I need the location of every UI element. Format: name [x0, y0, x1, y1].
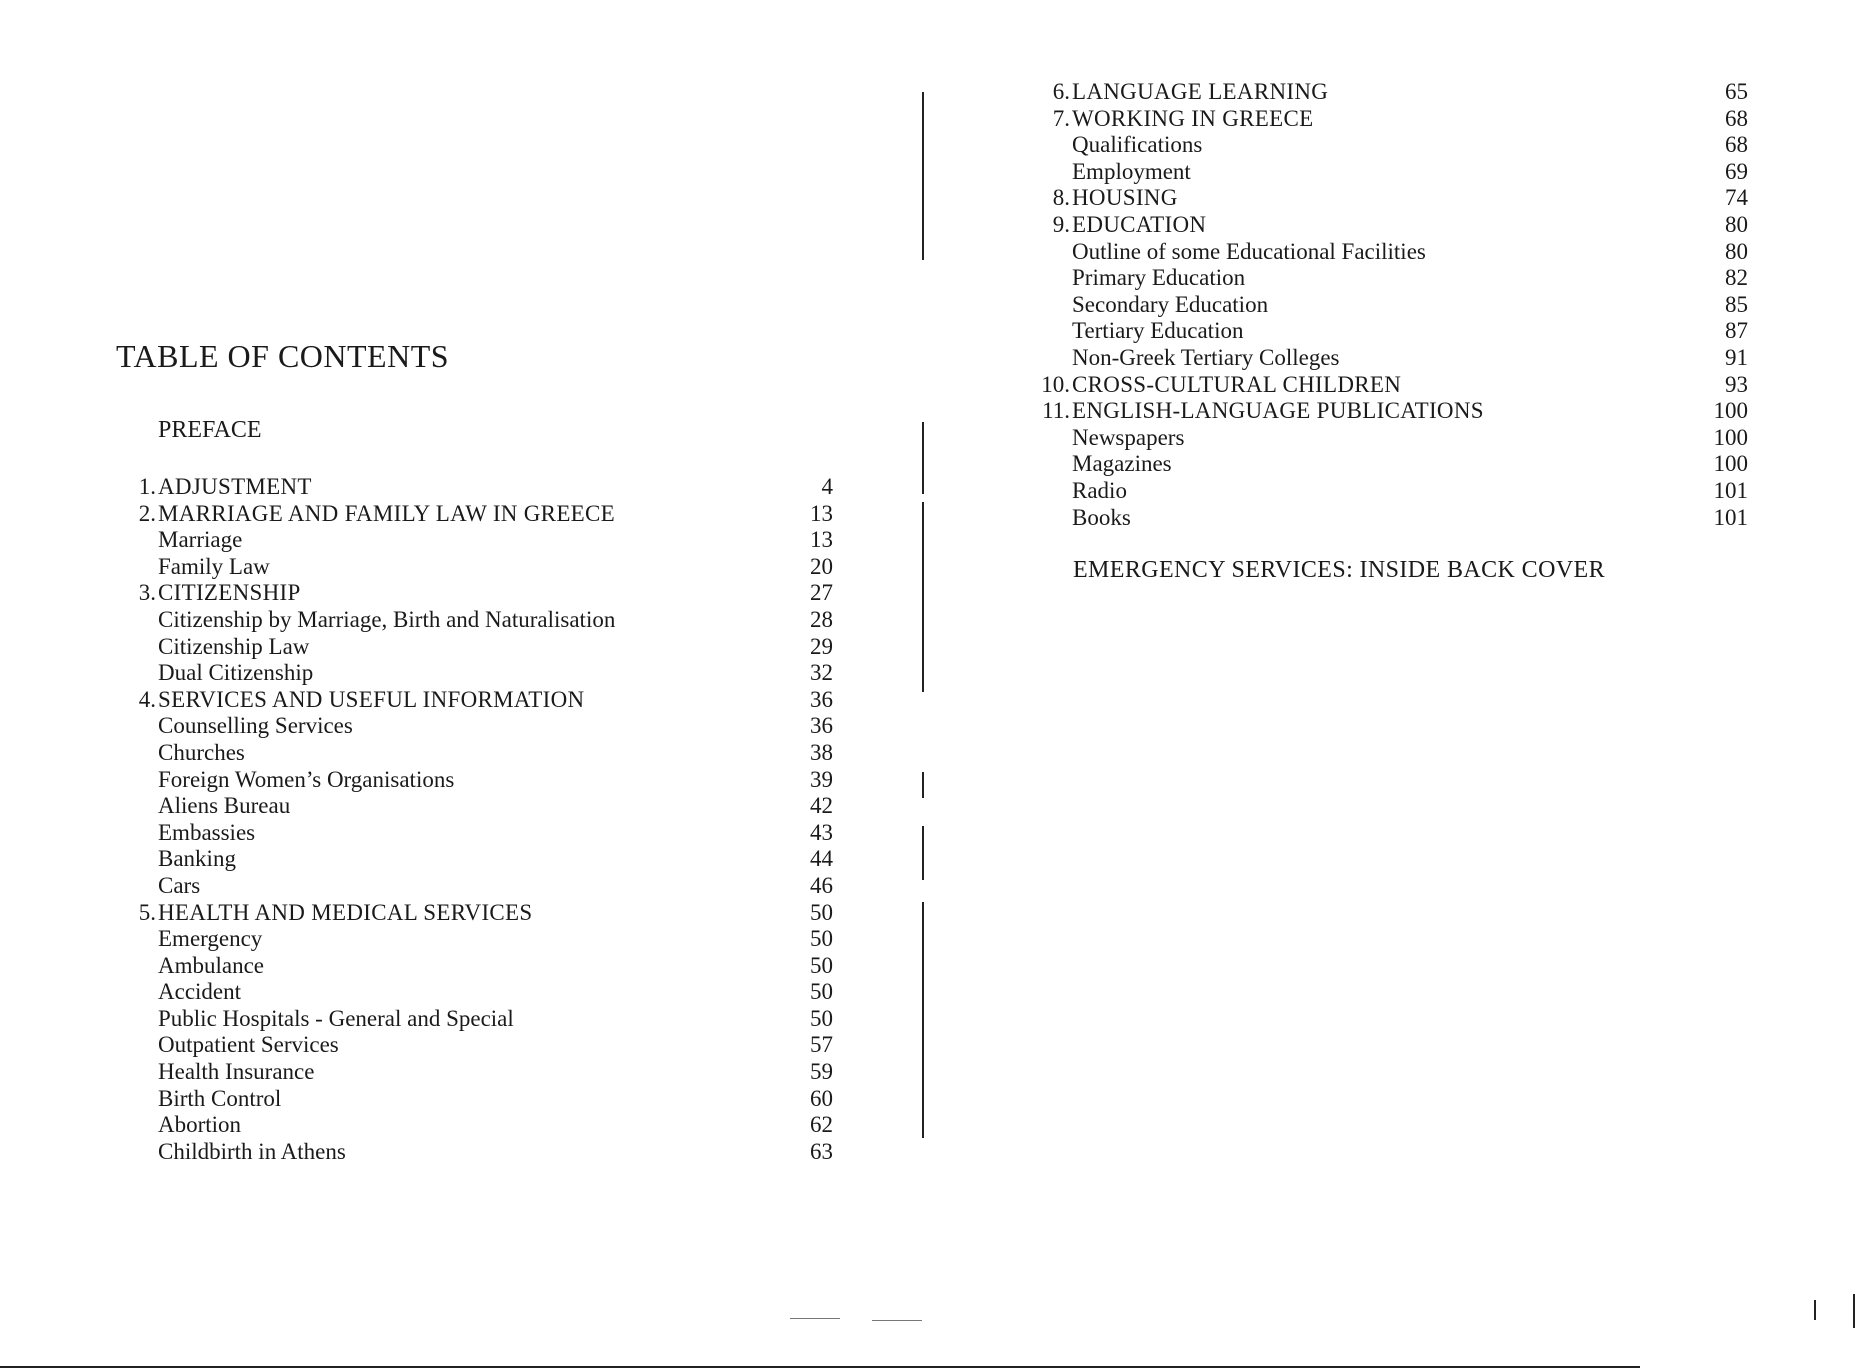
toc-section-entry	[116, 820, 833, 847]
gutter-mark	[922, 422, 924, 494]
toc-section-entry	[116, 1139, 833, 1166]
toc-section-entry	[116, 1032, 833, 1059]
toc-entry-label: Citizenship by Marriage, Birth and Naturalisation	[158, 606, 616, 632]
toc-entry-label: CITIZENSHIP	[158, 580, 301, 606]
toc-section-entry	[116, 554, 833, 581]
toc-section-entry	[1030, 265, 1748, 292]
toc-entry-page-number: 42	[810, 793, 833, 819]
toc-section-entry	[116, 607, 833, 634]
toc-entry-page-number: 93	[1725, 371, 1748, 397]
toc-entry-page-number: 68	[1725, 132, 1748, 158]
toc-entry-page-number: 13	[810, 527, 833, 553]
toc-entry-label: Childbirth in Athens	[158, 1138, 346, 1164]
toc-entry-number: 3.	[138, 580, 156, 606]
toc-entry-page-number: 36	[810, 713, 833, 739]
toc-entry-page-number: 50	[810, 952, 833, 978]
gutter-mark	[922, 826, 924, 880]
toc-entry-page-number: 44	[810, 846, 833, 872]
toc-entry-number: 9.	[1052, 211, 1070, 237]
toc-entry-page-number: 50	[810, 1005, 833, 1031]
toc-entry-label: Non-Greek Tertiary Colleges	[1072, 344, 1340, 370]
page-title: TABLE OF CONTENTS	[116, 338, 450, 374]
toc-entry-label: Foreign Women’s Organisations	[158, 766, 455, 792]
toc-entry-label: Churches	[158, 739, 245, 765]
toc-entry-label: Health Insurance	[158, 1059, 315, 1085]
gutter-mark	[1853, 1294, 1855, 1328]
toc-entry-number: 7.	[1052, 105, 1070, 131]
toc-entry-page-number: 28	[810, 606, 833, 632]
toc-entry-label: WORKING IN GREECE	[1072, 105, 1314, 131]
toc-entry-label: MARRIAGE AND FAMILY LAW IN GREECE	[158, 500, 616, 526]
toc-entry-label: CROSS-CULTURAL CHILDREN	[1072, 371, 1402, 397]
gutter-mark	[922, 772, 924, 798]
toc-section-entry	[1030, 425, 1748, 452]
preface-entry: PREFACE	[158, 417, 262, 443]
toc-list-left	[116, 474, 833, 1165]
toc-section-entry	[116, 660, 833, 687]
toc-entry-label: Public Hospitals - General and Special	[158, 1005, 514, 1031]
toc-section-entry	[1030, 132, 1748, 159]
toc-entry-label: Citizenship Law	[158, 633, 310, 659]
toc-entry-page-number: 39	[810, 766, 833, 792]
toc-entry-label: Counselling Services	[158, 713, 353, 739]
toc-section-entry	[1030, 239, 1748, 266]
toc-entry-label: ENGLISH-LANGUAGE PUBLICATIONS	[1072, 398, 1484, 424]
toc-entry-label: Dual Citizenship	[158, 660, 314, 686]
toc-entry-number: 6.	[1052, 79, 1070, 104]
emergency-services-note: EMERGENCY SERVICES: INSIDE BACK COVER	[1073, 557, 1606, 583]
toc-entry-page-number: 62	[810, 1112, 833, 1138]
toc-section-entry	[116, 1006, 833, 1033]
toc-entry-page-number: 50	[810, 899, 833, 925]
toc-section-entry	[116, 1112, 833, 1139]
toc-entry-label: Tertiary Education	[1072, 318, 1244, 344]
toc-entry-label: EDUCATION	[1072, 211, 1207, 237]
toc-entry-label: Magazines	[1072, 451, 1172, 477]
toc-section-entry	[116, 1059, 833, 1086]
toc-section-entry	[116, 979, 833, 1006]
toc-entry-page-number: 32	[810, 660, 833, 686]
toc-chapter-entry	[1030, 79, 1748, 106]
toc-section-entry	[1030, 159, 1748, 186]
toc-entry-page-number: 4	[821, 474, 833, 499]
scan-speck	[790, 1318, 840, 1319]
toc-entry-label: Family Law	[158, 553, 270, 579]
toc-entry-page-number: 82	[1725, 265, 1748, 291]
toc-entry-label: Employment	[1072, 158, 1191, 184]
toc-entry-label: Outline of some Educational Facilities	[1072, 238, 1426, 264]
toc-entry-label: Qualifications	[1072, 132, 1203, 158]
toc-section-entry	[116, 846, 833, 873]
toc-entry-page-number: 100	[1713, 451, 1748, 477]
toc-entry-label: Books	[1072, 504, 1131, 530]
toc-entry-page-number: 101	[1713, 504, 1748, 530]
toc-chapter-entry	[116, 900, 833, 927]
toc-entry-page-number: 50	[810, 979, 833, 1005]
toc-entry-page-number: 20	[810, 553, 833, 579]
toc-list-right	[1030, 79, 1748, 531]
toc-chapter-entry	[1030, 398, 1748, 425]
toc-entry-label: Newspapers	[1072, 424, 1185, 450]
toc-section-entry	[1030, 451, 1748, 478]
toc-entry-label: Emergency	[158, 926, 263, 952]
toc-entry-label: Abortion	[158, 1112, 242, 1138]
gutter-mark	[922, 902, 924, 1138]
toc-entry-page-number: 63	[810, 1138, 833, 1164]
toc-entry-page-number: 27	[810, 580, 833, 606]
toc-entry-page-number: 100	[1713, 398, 1748, 424]
toc-entry-page-number: 36	[810, 686, 833, 712]
toc-entry-page-number: 13	[810, 500, 833, 526]
toc-chapter-entry	[116, 474, 833, 501]
toc-entry-number: 8.	[1052, 185, 1070, 211]
toc-section-entry	[1030, 318, 1748, 345]
toc-entry-page-number: 60	[810, 1085, 833, 1111]
toc-entry-label: Birth Control	[158, 1085, 282, 1111]
toc-entry-page-number: 74	[1725, 185, 1748, 211]
toc-entry-label: Aliens Bureau	[158, 793, 291, 819]
toc-chapter-entry	[116, 580, 833, 607]
toc-entry-label: ADJUSTMENT	[158, 474, 312, 499]
gutter-mark	[922, 92, 924, 260]
toc-entry-label: Secondary Education	[1072, 291, 1269, 317]
toc-section-entry	[116, 767, 833, 794]
toc-entry-page-number: 50	[810, 926, 833, 952]
toc-entry-page-number: 43	[810, 819, 833, 845]
toc-entry-page-number: 65	[1725, 79, 1748, 104]
toc-entry-page-number: 91	[1725, 344, 1748, 370]
toc-entry-page-number: 87	[1725, 318, 1748, 344]
toc-entry-number: 1.	[138, 474, 156, 499]
toc-section-entry	[116, 527, 833, 554]
toc-entry-label: Banking	[158, 846, 236, 872]
toc-entry-label: Ambulance	[158, 952, 265, 978]
toc-chapter-entry	[116, 501, 833, 528]
toc-entry-number: 2.	[138, 500, 156, 526]
toc-entry-page-number: 68	[1725, 105, 1748, 131]
toc-section-entry	[116, 1086, 833, 1113]
toc-entry-label: Primary Education	[1072, 265, 1246, 291]
toc-entry-page-number: 80	[1725, 238, 1748, 264]
toc-section-entry	[1030, 505, 1748, 532]
toc-entry-page-number: 46	[810, 872, 833, 898]
toc-entry-label: Cars	[158, 872, 201, 898]
toc-entry-page-number: 57	[810, 1032, 833, 1058]
toc-entry-label: HEALTH AND MEDICAL SERVICES	[158, 899, 533, 925]
toc-entry-page-number: 100	[1713, 424, 1748, 450]
toc-section-entry	[1030, 478, 1748, 505]
toc-chapter-entry	[1030, 106, 1748, 133]
toc-section-entry	[116, 713, 833, 740]
gutter-mark	[922, 502, 924, 692]
toc-entry-page-number: 85	[1725, 291, 1748, 317]
toc-section-entry	[116, 634, 833, 661]
toc-entry-label: LANGUAGE LEARNING	[1072, 79, 1329, 104]
toc-chapter-entry	[1030, 372, 1748, 399]
toc-entry-label: Outpatient Services	[158, 1032, 339, 1058]
toc-entry-label: Embassies	[158, 819, 256, 845]
gutter-mark	[1814, 1300, 1816, 1320]
toc-section-entry	[116, 926, 833, 953]
scan-speck	[872, 1320, 922, 1321]
toc-section-entry	[116, 740, 833, 767]
toc-entry-label: SERVICES AND USEFUL INFORMATION	[158, 686, 585, 712]
toc-section-entry	[1030, 345, 1748, 372]
toc-entry-page-number: 38	[810, 739, 833, 765]
toc-entry-page-number: 101	[1713, 477, 1748, 503]
toc-chapter-entry	[116, 687, 833, 714]
toc-section-entry	[116, 873, 833, 900]
toc-entry-page-number: 80	[1725, 211, 1748, 237]
toc-chapter-entry	[1030, 185, 1748, 212]
toc-entry-label: HOUSING	[1072, 185, 1178, 211]
toc-section-entry	[116, 793, 833, 820]
toc-entry-page-number: 59	[810, 1059, 833, 1085]
toc-entry-number: 10.	[1041, 371, 1070, 397]
toc-entry-label: Radio	[1072, 477, 1127, 503]
toc-entry-page-number: 69	[1725, 158, 1748, 184]
toc-entry-label: Accident	[158, 979, 242, 1005]
toc-chapter-entry	[1030, 212, 1748, 239]
toc-entry-number: 11.	[1042, 398, 1070, 424]
toc-entry-label: Marriage	[158, 527, 243, 553]
toc-entry-number: 5.	[138, 899, 156, 925]
toc-section-entry	[1030, 292, 1748, 319]
toc-entry-page-number: 29	[810, 633, 833, 659]
toc-entry-number: 4.	[138, 686, 156, 712]
toc-section-entry	[116, 953, 833, 980]
